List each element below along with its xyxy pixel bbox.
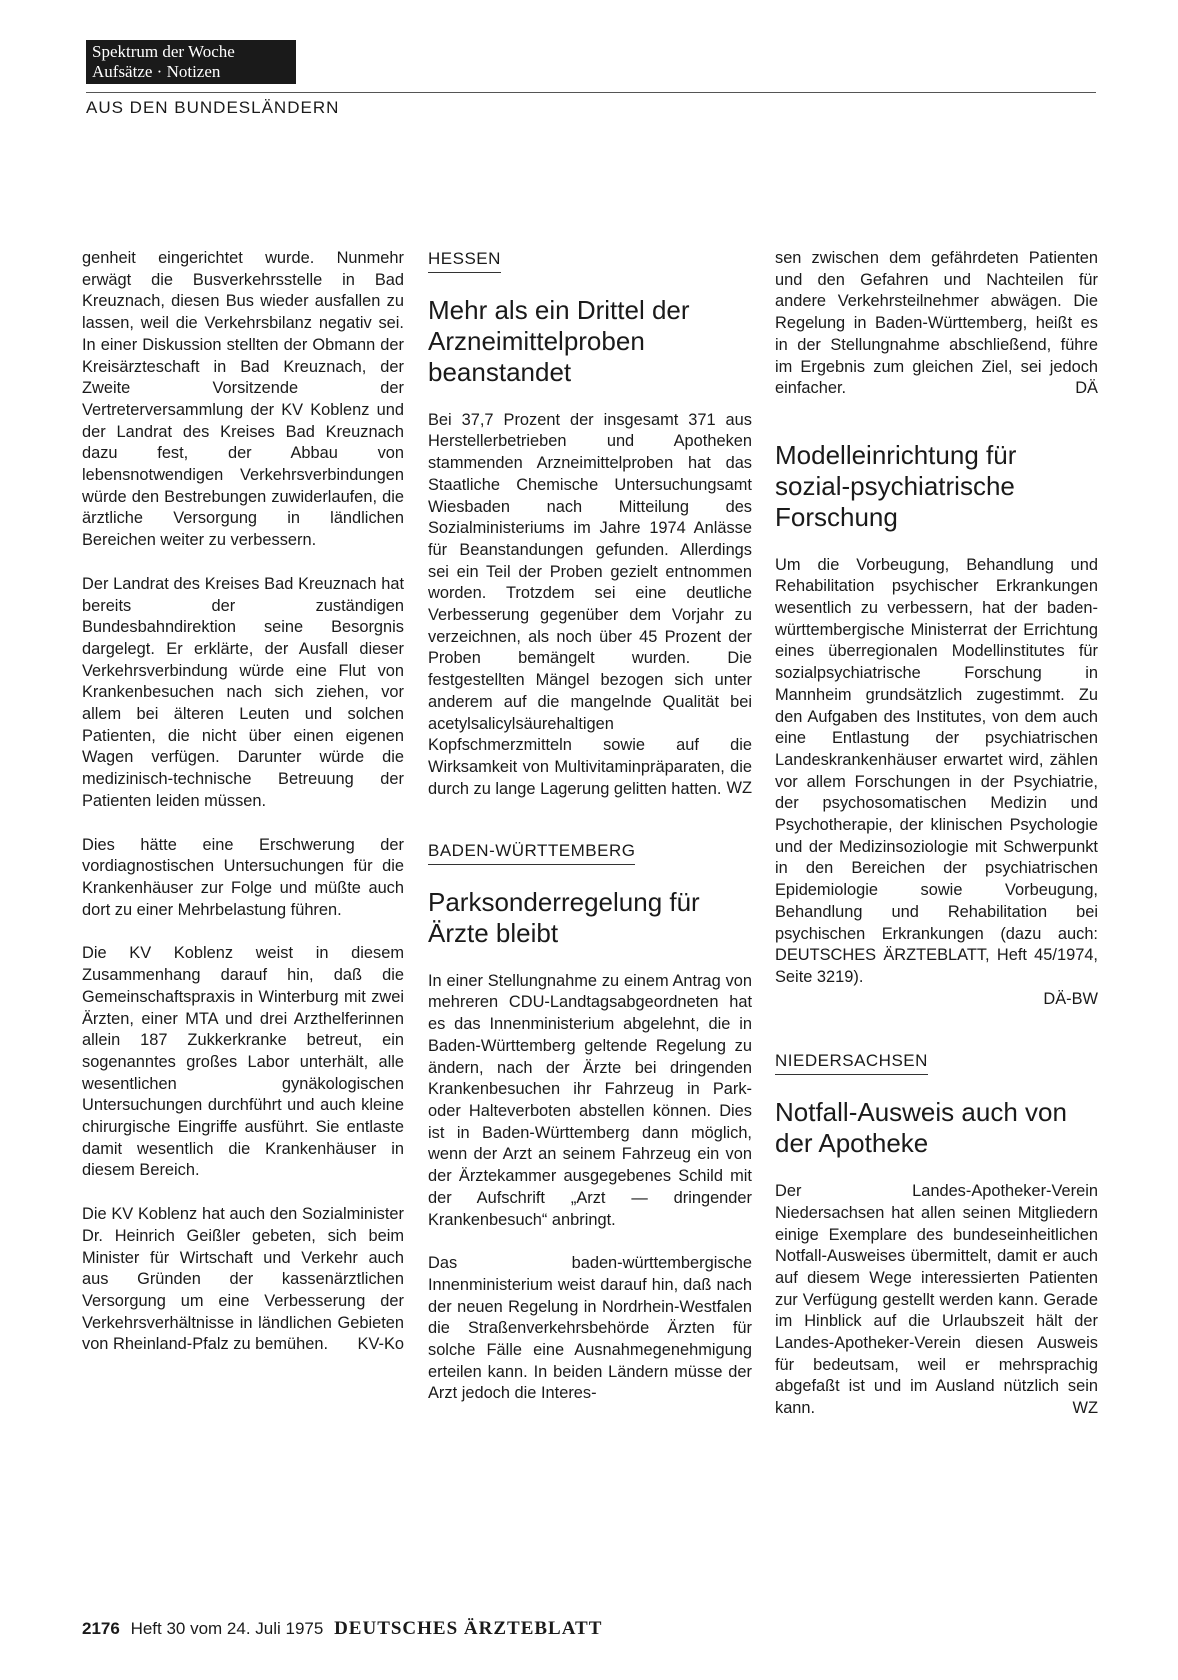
paragraph: genheit eingerichtet wurde. Nunmehr erwägt die Busverkehrsstelle in Bad Kreuznach, diesen Bus wieder ausfallen zu lassen, weil die Verkehrsbilanz negativ sei. In einer Diskussion stellten der Obmann der Kreisärzteschaft in Bad Kreuznach, der Zweite Vorsitzende der Vertreterversammlung der KV Koblenz und der Landrat des Kreises Bad Kreuznach dazu fest, der Abbau von lebensnotwendigen Verkehrsverbindungen würde den Bestrebungen zuwiderlaufen, die ärztliche Versorgung in ländlichen Bereichen weiter zu verbessern. bbox=[82, 249, 404, 550]
author-signature: DÄ-BW bbox=[1043, 989, 1098, 1008]
headline: Parksonderregelung für Ärzte bleibt bbox=[428, 886, 700, 948]
column-2 bbox=[428, 248, 752, 1427]
author-signature: DÄ bbox=[1075, 378, 1098, 397]
issue-info: Heft 30 vom 24. Juli 1975 bbox=[130, 1619, 324, 1638]
headline: Mehr als ein Drittel der Arzneimittelproben beanstandet bbox=[428, 294, 690, 387]
paragraph-text: Die KV Koblenz hat auch den Sozialminister Dr. Heinrich Geißler gebeten, sich beim Minister für Wirtschaft und Verkehr auch aus Gründen der kassenärztlichen Versorgung um eine Verbesserung der Verkehrsverhältnisse in ländlichen Gebieten von Rheinland-Pfalz zu bemühen. bbox=[82, 1205, 404, 1354]
paragraph: Um die Vorbeugung, Behandlung und Rehabilitation psychischer Erkrankungen wesentlich zu verbessern, hat der baden-württembergische Ministerrat der Errichtung eines überregionalen Modellinstitutes für sozialpsychiatrische Forschung in Mannheim grundsätzlich zugestimmt. Zu den Aufgaben des Institutes, von dem auch eine Entlastung der psychiatrischen Landeskrankenhäuser erwartet wird, zählen vor allem Forschungen in der Psychiatrie, der psychosomatischen Medizin und Psychotherapie, der klinischen Psychologie und der Medizinsoziologie mit Schwerpunkt in den Bereichen der psychiatrischen Epidemiologie sowie Vorbeugung, Behandlung und Rehabilitation bei psychischen Erkrankungen (dazu auch: DEUTSCHES ÄRZTEBLATT, Heft 45/1974, Seite 3219). bbox=[775, 555, 1098, 986]
section-badge bbox=[86, 40, 296, 84]
author-signature: WZ bbox=[1072, 1398, 1098, 1417]
paragraph: In einer Stellungnahme zu einem Antrag von mehreren CDU-Landtagsabgeordneten hat es das Innenministerium abgelehnt, die in Baden-Württemberg geltende Regelung zu ändern, nach der Ärzte bei dringenden Krankenbesuchen ihr Fahrzeug in Park- oder Halteverboten abstellen können. Dies ist in Baden-Württemberg dann möglich, wenn der Arzt an seinem Fahrzeug ein von der Ärztekammer ausgegebenes Schild mit der Aufschrift „Arzt — dringender Krankenbesuch“ anbringt. bbox=[428, 971, 752, 1229]
paragraph: Der Landes-Apotheker-Verein Niedersachsen hat allen seinen Mitgliedern einige Exemplare des bundeseinheitlichen Notfall-Ausweises übermittelt, damit er auch auf diesem Wege interessierten Patienten zur Verfügung gestellt werden kann. Gerade im Hinblick auf die Urlaubszeit hält der Landes-Apotheker-Verein diesen Ausweis für bedeutsam, weil er mehrsprachig abgefaßt ist und im Ausland nützlich sein kann. bbox=[775, 1182, 1098, 1418]
column-1 bbox=[82, 248, 404, 1356]
badge-line-1: Spektrum der Woche bbox=[92, 42, 235, 61]
paragraph bbox=[82, 1204, 404, 1356]
badge-line-2: Aufsätze · Notizen bbox=[92, 62, 221, 81]
column-3 bbox=[775, 248, 1098, 1420]
headline: Notfall-Ausweis auch von der Apotheke bbox=[775, 1097, 1067, 1159]
paragraph: Bei 37,7 Prozent der insgesamt 371 aus Herstellerbetrieben und Apotheken stammenden Arzneimittelproben hat das Staatliche Chemische Untersuchungsamt Wiesbaden nach Mitteilung des Sozialministeriums im Jahre 1974 Anlässe für Beanstandungen gefunden. Allerdings sei ein Teil der Proben gezielt entnommen worden. Trotzdem sei eine deutliche Verbesserung gegenüber dem Vorjahr zu verzeichnen, als noch über 45 Prozent der Proben bemängelt wurden. Die festgestellten Mängel bezogen sich unter anderem auf die mangelnde Qualität bei acetylsalicylsäurehaltigen Kopfschmerzmitteln sowie auf die Wirksamkeit von Multivitaminpräparaten, die durch zu lange Lagerung gelitten hatten. bbox=[428, 410, 752, 798]
paragraph: sen zwischen dem gefährdeten Patienten und den Gefahren und Nachteilen für andere Verkehrsteilnehmer abwägen. Die Regelung in Baden-Württemberg, heißt es in der Stellungnahme abschließend, führe im Ergebnis zum gleichen Ziel, sei jedoch einfacher. bbox=[775, 249, 1098, 398]
author-signature: WZ bbox=[726, 779, 752, 798]
region-label-baden-wuerttemberg: BADEN-WÜRTTEMBERG bbox=[428, 840, 635, 865]
region-label-niedersachsen: NIEDERSACHSEN bbox=[775, 1050, 928, 1075]
region-label-hessen: HESSEN bbox=[428, 248, 501, 273]
section-title: AUS DEN BUNDESLÄNDERN bbox=[86, 98, 340, 117]
journal-name: DEUTSCHES ÄRZTEBLATT bbox=[334, 1618, 603, 1639]
paragraph: Dies hätte eine Erschwerung der vordiagnostischen Untersuchungen für die Krankenhäuser zur Folge und müßte auch dort zu einer Mehrbelastung führen. bbox=[82, 835, 404, 919]
paragraph: Der Landrat des Kreises Bad Kreuznach hat bereits der zuständigen Bundesbahndirektion seine Besorgnis dargelegt. Er erklärte, der Ausfall dieser Verkehrsverbindung würde eine Flut von Krankenbesuchen nach sich ziehen, vor allem bei älteren Leuten und solchen Patienten, die nicht über einen eigenen Wagen verfügen. Darunter würde die medizinisch-technische Betreuung der Patienten leiden müssen. bbox=[82, 574, 404, 810]
author-signature: KV-Ko bbox=[357, 1335, 404, 1354]
header-rule bbox=[86, 92, 1096, 93]
page-footer bbox=[82, 1618, 602, 1640]
paragraph: Die KV Koblenz weist in diesem Zusammenhang darauf hin, daß die Gemeinschaftspraxis in Winterburg mit zwei Ärzten, einer MTA und drei Arzthelferinnen allein 187 Zukkerkranke betreut, ein sogenanntes großes Labor unterhält, alle wesentlichen gynäkologischen Untersuchungen durchführt und auch kleine chirurgische Eingriffe ausführt. Sie entlaste damit wesentlich die Krankenhäuser in diesem Bereich. bbox=[82, 944, 404, 1180]
paragraph: Das baden-württembergische Innenministerium weist darauf hin, daß nach der neuen Regelung in Nordrhein-Westfalen die Straßenverkehrsbehörde Ärzten für solche Fälle eine Ausnahmegenehmigung erteilen kann. In beiden Ländern müsse der Arzt jedoch die Interes- bbox=[428, 1254, 752, 1403]
headline: Modelleinrichtung für sozial-psychiatrische Forschung bbox=[775, 439, 1017, 532]
page-number: 2176 bbox=[82, 1619, 120, 1638]
